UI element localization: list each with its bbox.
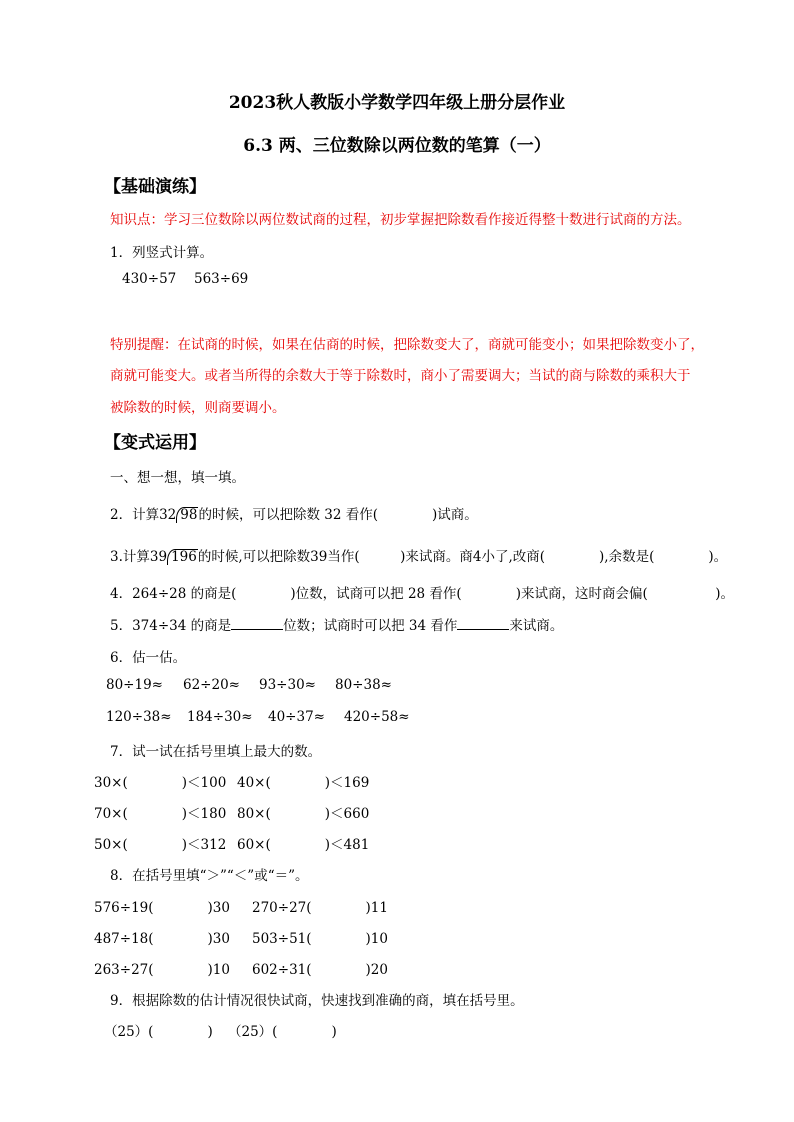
q8-label: 8．在括号里填“＞”“＜”或“＝”。	[110, 868, 309, 884]
q5-blank-2	[457, 617, 509, 630]
q7-item: 70×( )＜180	[94, 806, 227, 822]
reminder-line-2: 商就可能变大。或者当所得的余数大于等于除数时，商小了需要调大；当试的商与除数的乘积大于	[110, 368, 691, 384]
q1-label: 1．列竖式计算。	[110, 245, 214, 261]
q3-divisor: 39	[149, 549, 168, 565]
q8-item: 263÷27( )10	[94, 962, 230, 978]
q7-item: 50×( )＜312	[94, 837, 227, 853]
q8-item: 602÷31( )20	[252, 962, 388, 978]
q6-item: 62÷20≈	[183, 677, 240, 693]
part1-label: 一、想一想，填一填。	[110, 470, 245, 486]
q8-item: 503÷51( )10	[252, 931, 388, 947]
q9-item-2: （25）( )	[228, 1024, 337, 1040]
q4: 4．264÷28 的商是( )位数，试商可以把 28 看作( )来试商，这时商会偏( )。	[110, 586, 734, 602]
q8-item: 487÷18( )30	[94, 931, 230, 947]
q7-item: 60×( )＜481	[237, 837, 370, 853]
q2-post: 的时候，可以把除数 32 看作( )试商。	[198, 507, 478, 523]
q7-item: 80×( )＜660	[237, 806, 370, 822]
q5-part-b: 位数；试商时可以把 34 看作	[283, 618, 458, 634]
q1-item-1: 430÷57	[122, 271, 177, 287]
knowledge-point: 知识点：学习三位数除以两位数试商的过程，初步掌握把除数看作接近得整十数进行试商的方法。	[110, 212, 691, 228]
q5-part-c: 来试商。	[509, 618, 564, 634]
q5	[110, 614, 563, 634]
q8-item: 270÷27( )11	[252, 900, 388, 916]
q9-label: 9．根据除数的估计情况很快试商，快速找到准确的商，填在括号里。	[110, 993, 524, 1009]
q6-item: 80÷38≈	[335, 677, 392, 693]
q3-dividend: 196	[167, 549, 198, 565]
section-basic-heading: 【基础演练】	[104, 177, 206, 197]
q3	[110, 545, 727, 565]
q5-blank-1	[231, 617, 283, 630]
q1-item-2: 563÷69	[194, 271, 249, 287]
q6-item: 93÷30≈	[259, 677, 316, 693]
document-subtitle: 6.3 两、三位数除以两位数的笔算（一）	[243, 136, 551, 156]
q2-pre: 2．计算	[110, 507, 160, 523]
q6-item: 40÷37≈	[268, 709, 325, 725]
q6-item: 184÷30≈	[187, 709, 253, 725]
q6-item: 80÷19≈	[106, 677, 163, 693]
q7-item: 30×( )＜100	[94, 775, 227, 791]
reminder-line-3: 被除数的时候，则商要调小。	[110, 400, 286, 416]
section-variant-heading: 【变式运用】	[104, 433, 206, 453]
q8-item: 576÷19( )30	[94, 900, 230, 916]
q2-dividend: 98	[176, 507, 198, 523]
q3-post: 的时候,可以把除数39当作( )来试商。商4小了,改商( ),余数是( )。	[197, 549, 728, 565]
q6-item: 120÷38≈	[106, 709, 172, 725]
q3-pre: 3.计算	[110, 549, 150, 565]
q7-item: 40×( )＜169	[237, 775, 370, 791]
q6-label: 6．估一估。	[110, 650, 187, 666]
q9-item-1: （25）( )	[104, 1024, 213, 1040]
q2	[110, 503, 478, 523]
q2-divisor: 32	[159, 507, 177, 523]
q5-part-a: 5．374÷34 的商是	[110, 618, 232, 634]
q7-label: 7．试一试在括号里填上最大的数。	[110, 744, 322, 760]
q6-item: 420÷58≈	[344, 709, 410, 725]
reminder-line-1: 特别提醒：在试商的时候，如果在估商的时候，把除数变大了，商就可能变小；如果把除数变小了，	[110, 337, 704, 353]
document-title: 2023秋人教版小学数学四年级上册分层作业	[228, 93, 566, 113]
